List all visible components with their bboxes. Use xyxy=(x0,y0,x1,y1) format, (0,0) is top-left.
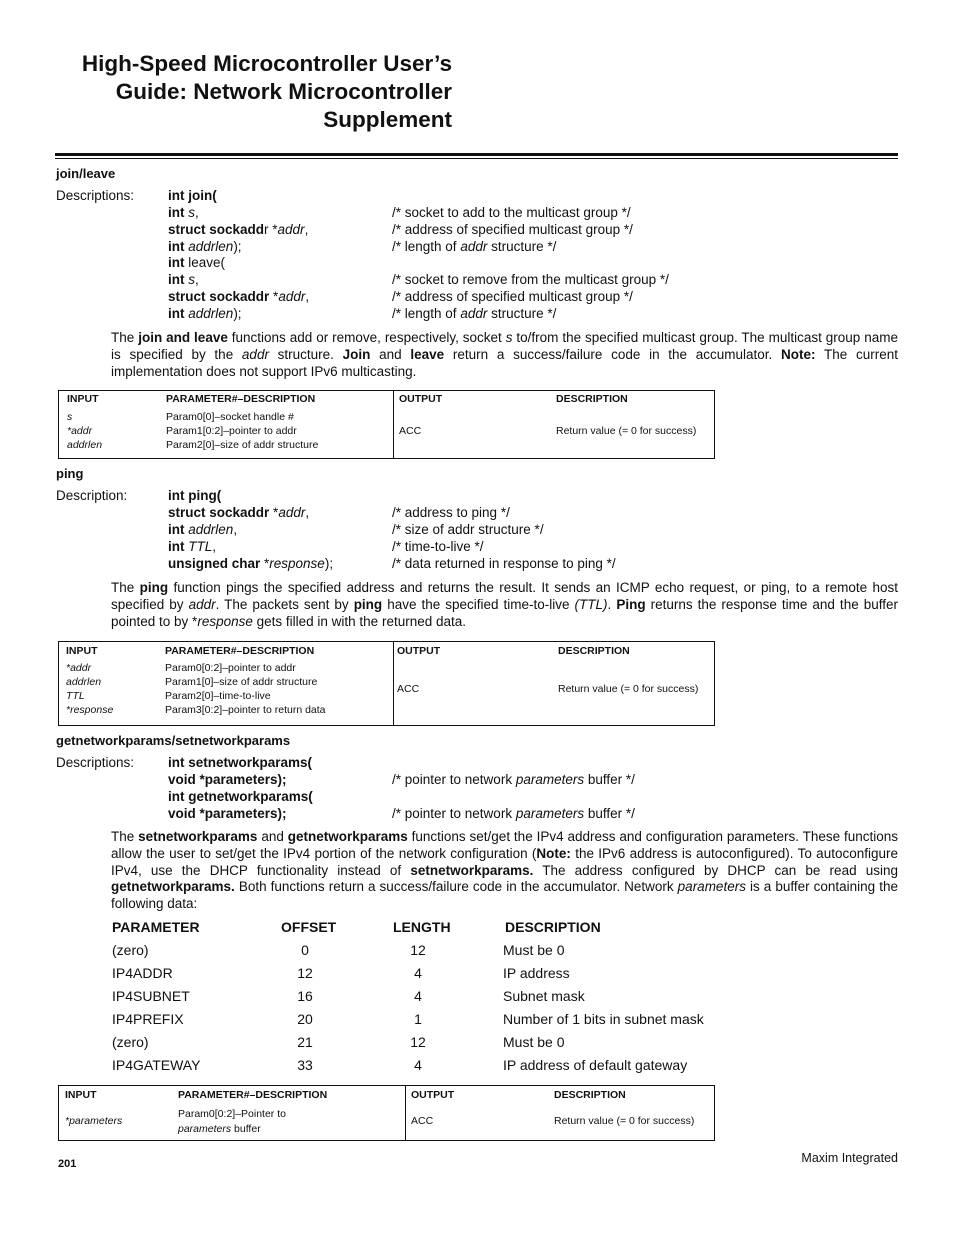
table-row-description: Subnet mask xyxy=(503,988,585,1004)
table-row-length: 1 xyxy=(414,1011,422,1027)
table-cell-input: *addr xyxy=(66,662,92,674)
table-cell-input: *parameters xyxy=(65,1115,123,1127)
header-output: OUTPUT xyxy=(411,1089,455,1101)
header-parameter: PARAMETER#–DESCRIPTION xyxy=(178,1089,328,1101)
join-leave-description: The join and leave functions add or remove, respectively, socket s to/from the specified multicast group. The multicast group name is specified by the addr structure. Join and leave return a success/failure code in the accumulator. Note: The current implementation does not support IPv6 multicasting. xyxy=(111,330,899,379)
table-cell-description: Return value (= 0 for success) xyxy=(558,683,699,695)
descriptions-label: Descriptions: xyxy=(56,188,135,203)
page-title xyxy=(40,50,452,134)
code-line: struct sockaddr *addr, xyxy=(168,289,310,304)
table-cell-input: addrlen xyxy=(67,439,103,451)
table-cell-description: Return value (= 0 for success) xyxy=(554,1115,695,1127)
section-heading-ping: ping xyxy=(56,466,84,481)
code-comment: /* pointer to network parameters buffer */ xyxy=(392,772,635,787)
code-comment: /* length of addr structure */ xyxy=(392,306,557,321)
table-row-parameter: IP4SUBNET xyxy=(112,988,190,1004)
code-line: int addrlen, xyxy=(168,522,238,537)
table-row-parameter: IP4ADDR xyxy=(112,965,173,981)
code-line: struct sockaddr *addr, xyxy=(168,222,309,237)
table-row-length: 12 xyxy=(410,1034,426,1050)
company-name: Maxim Integrated xyxy=(801,1151,898,1165)
networkparams-description: The setnetworkparams and getnetworkparams functions set/get the IPv4 address and configuration parameters. These functions allow the user to set/get the IPv4 portion of the network configuration (Note: the IPv6 address is autoconfigured). To autoconfigure IPv4, use the DHCP functionality instead of setnetworkparams. The address configured by DHCP can be read using getnetworkparams. Both functions return a success/failure code in the accumulator. Network parameters is a buffer containing the following data: xyxy=(111,829,898,912)
code-line: struct sockaddr *addr, xyxy=(168,505,310,520)
code-line: int ping( xyxy=(168,488,222,503)
table-row-length: 12 xyxy=(410,942,426,958)
header-description: DESCRIPTION xyxy=(556,393,628,405)
code-line: int getnetworkparams( xyxy=(168,789,313,804)
header-description: DESCRIPTION xyxy=(558,645,630,657)
code-line: int s, xyxy=(168,272,199,287)
code-comment: /* socket to remove from the multicast group */ xyxy=(392,272,669,287)
networkparams-io-table xyxy=(58,1085,715,1141)
table-cell-input: addrlen xyxy=(66,676,102,688)
table-row-description: IP address xyxy=(503,965,570,981)
table-cell-output: ACC xyxy=(397,683,420,695)
section-heading-networkparams: getnetworkparams/setnetworkparams xyxy=(56,733,291,748)
header-parameter: PARAMETER#–DESCRIPTION xyxy=(166,393,316,405)
column-header-offset: OFFSET xyxy=(281,919,337,935)
header-rule-thin xyxy=(55,158,898,159)
code-comment: /* data returned in response to ping */ xyxy=(392,556,616,571)
code-line: int addrlen); xyxy=(168,239,242,254)
header-description: DESCRIPTION xyxy=(554,1089,626,1101)
table-cell-output: ACC xyxy=(399,425,422,437)
table-row-offset: 16 xyxy=(297,988,313,1004)
section-heading-join-leave: join/leave xyxy=(56,166,116,181)
code-comment: /* pointer to network parameters buffer */ xyxy=(392,806,635,821)
header-rule xyxy=(55,153,898,156)
code-line: unsigned char *response); xyxy=(168,556,334,571)
code-line: int leave( xyxy=(168,255,226,270)
code-comment: /* length of addr structure */ xyxy=(392,239,557,254)
table-cell-param: Param3[0:2]–pointer to return data xyxy=(165,704,326,716)
ping-io-table xyxy=(58,641,715,726)
header-input: INPUT xyxy=(66,645,98,657)
code-comment: /* address of specified multicast group */ xyxy=(392,222,633,237)
descriptions-label: Descriptions: xyxy=(56,755,135,770)
table-row-parameter: (zero) xyxy=(112,942,149,958)
code-line: int TTL, xyxy=(168,539,217,554)
table-cell-param: Param2[0]–size of addr structure xyxy=(166,439,319,451)
header-input: INPUT xyxy=(67,393,99,405)
table-cell-param: Param0[0:2]–pointer to addr xyxy=(165,662,296,674)
code-line: int s, xyxy=(168,205,199,220)
header-output: OUTPUT xyxy=(397,645,441,657)
ping-description: The ping function pings the specified address and returns the result. It sends an ICMP echo request, or ping, to a remote host specified by addr. The packets sent by ping have the specified time-to-live (TTL). Ping returns the response time and the buffer pointed to by *response gets filled in with the returned data. xyxy=(111,580,898,629)
header-input: INPUT xyxy=(65,1089,97,1101)
table-cell-input: *response xyxy=(66,704,114,716)
code-line: void *parameters); xyxy=(168,806,287,821)
description-label: Description: xyxy=(56,488,128,503)
column-header-parameter: PARAMETER xyxy=(112,919,200,935)
header-parameter: PARAMETER#–DESCRIPTION xyxy=(165,645,315,657)
table-cell-input: TTL xyxy=(66,690,85,702)
table-cell-param: Param1[0]–size of addr structure xyxy=(165,676,318,688)
table-row-parameter: IP4GATEWAY xyxy=(112,1057,201,1073)
table-row-parameter: (zero) xyxy=(112,1034,149,1050)
header-output: OUTPUT xyxy=(399,393,443,405)
code-comment: /* address of specified multicast group */ xyxy=(392,289,633,304)
column-header-length: LENGTH xyxy=(393,919,451,935)
table-row-description: IP address of default gateway xyxy=(503,1057,688,1073)
table-row-offset: 33 xyxy=(297,1057,313,1073)
table-cell-description: Return value (= 0 for success) xyxy=(556,425,697,437)
table-row-description: Must be 0 xyxy=(503,942,565,958)
table-row-description: Number of 1 bits in subnet mask xyxy=(503,1011,704,1027)
table-row-parameter: IP4PREFIX xyxy=(112,1011,184,1027)
table-divider xyxy=(405,1086,406,1140)
table-cell-param: Param1[0:2]–pointer to addr xyxy=(166,425,297,437)
code-line: int setnetworkparams( xyxy=(168,755,313,770)
title-line-2: Guide: Network Microcontroller xyxy=(115,79,452,104)
table-row-offset: 21 xyxy=(297,1034,313,1050)
title-line-3: Supplement xyxy=(323,107,452,132)
join-leave-io-table xyxy=(58,390,715,459)
table-cell-input: *addr xyxy=(67,425,93,437)
table-cell-input: s xyxy=(67,411,73,423)
code-comment: /* time-to-live */ xyxy=(392,539,484,554)
column-header-description: DESCRIPTION xyxy=(505,919,601,935)
page-number: 201 xyxy=(58,1158,77,1170)
code-comment: /* size of addr structure */ xyxy=(392,522,544,537)
table-divider xyxy=(393,391,394,458)
table-row-length: 4 xyxy=(414,965,422,981)
table-cell-param: Param0[0:2]–Pointer to xyxy=(178,1108,286,1120)
title-line-1: High-Speed Microcontroller User’s xyxy=(81,51,452,76)
table-row-length: 4 xyxy=(414,988,422,1004)
code-comment: /* socket to add to the multicast group */ xyxy=(392,205,631,220)
table-cell-param: Param0[0]–socket handle # xyxy=(166,411,294,423)
code-comment: /* address to ping */ xyxy=(392,505,510,520)
table-cell-param: parameters buffer xyxy=(178,1123,261,1135)
table-cell-param: Param2[0]–time-to-live xyxy=(165,690,271,702)
table-row-description: Must be 0 xyxy=(503,1034,565,1050)
table-cell-output: ACC xyxy=(411,1115,434,1127)
code-line: int join( xyxy=(168,188,217,203)
table-divider xyxy=(393,642,394,725)
table-row-length: 4 xyxy=(414,1057,422,1073)
table-row-offset: 12 xyxy=(297,965,313,981)
code-line: int addrlen); xyxy=(168,306,242,321)
code-line: void *parameters); xyxy=(168,772,287,787)
table-row-offset: 0 xyxy=(301,942,309,958)
table-row-offset: 20 xyxy=(297,1011,313,1027)
